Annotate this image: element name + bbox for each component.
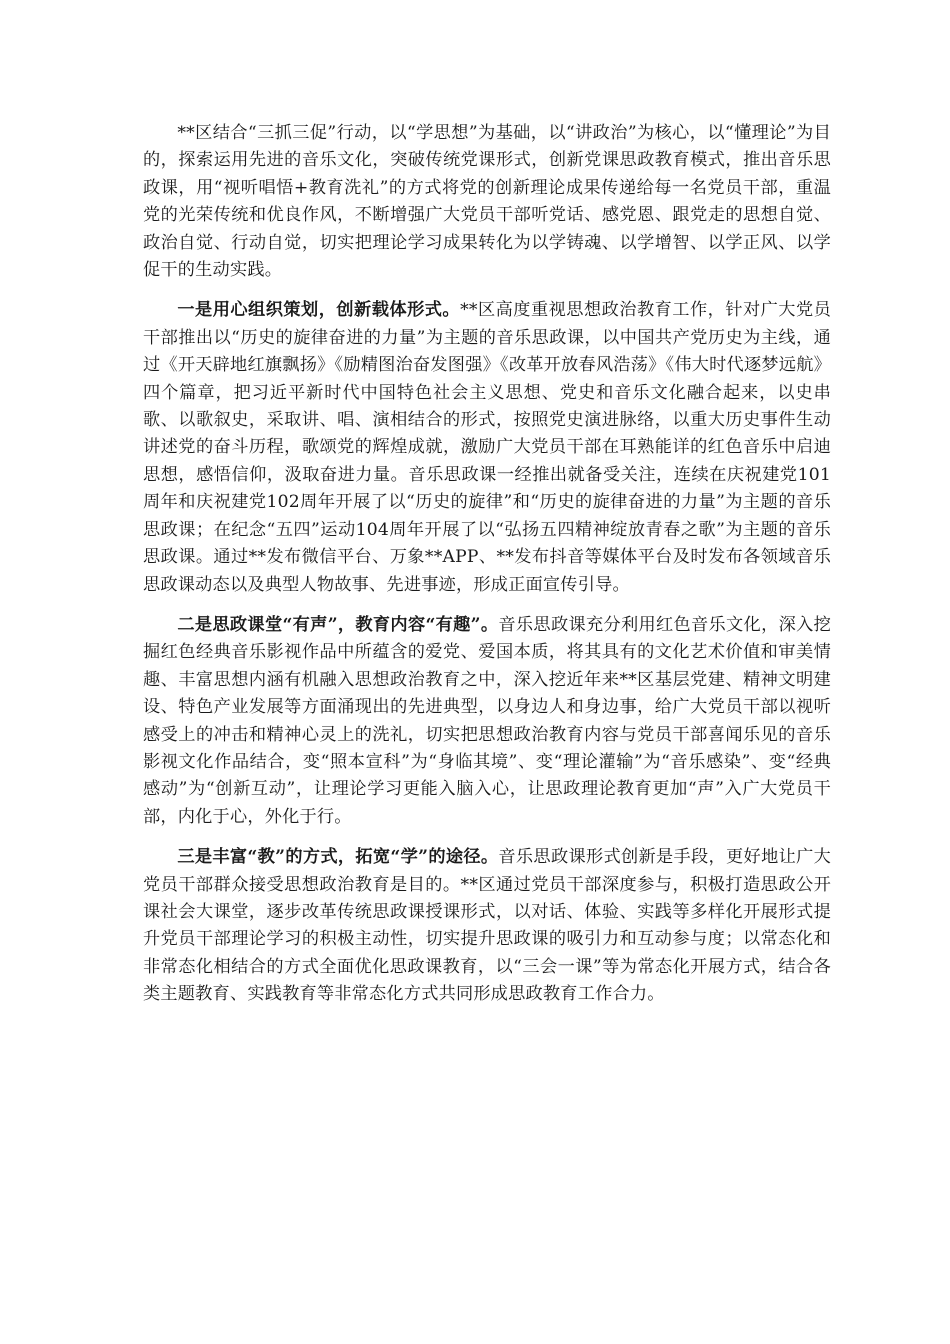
document-page [143,120,831,1022]
section-two-heading: 二是思政课堂“有声”，教育内容“有趣”。 [177,614,499,635]
section-three-text: 音乐思政课形式创新是手段，更好地让广大党员干部群众接受思想政治教育是目的。**区通过党员干部深度参与，积极打造思政公开课社会大课堂，逐步改革传统思政课授课形式，以对话、体验、实践等多样化开展形式提升党员干部理论学习的积极主动性，切实提升思政课的吸引力和互动参与度；以常态化和非常态化相结合的方式全面优化思政课教育，以“三会一课”等为常态化开展方式，结合各类主题教育、实践教育等非常态化方式共同形成思政教育工作合力。 [143,847,831,1005]
section-one-paragraph [143,297,831,598]
section-three-heading: 三是丰富“教”的方式，拓宽“学”的途径。 [177,847,499,868]
section-two-paragraph [143,612,831,831]
section-one-heading: 一是用心组织策划，创新载体形式。 [177,300,461,321]
section-two-text: 音乐思政课充分利用红色音乐文化，深入挖掘红色经典音乐影视作品中所蕴含的爱党、爱国本质，将其具有的文化艺术价值和审美情趣、丰富思想内涵有机融入思想政治教育之中，深入挖近年来**区基层党建、精神文明建设、特色产业发展等方面涌现出的先进典型，以身边人和身边事，给广大党员干部以视听感受上的冲击和精神心灵上的洗礼，切实把思想政治教育内容与党员干部喜闻乐见的音乐影视文化作品结合，变“照本宣科”为“身临其境”、变“理论灌输”为“音乐感染”、变“经典感动”为“创新互动”，让理论学习更能入脑入心，让思政理论教育更加“声”入广大党员干部，内化于心，外化于行。 [143,614,831,827]
section-one-text: **区高度重视思想政治教育工作，针对广大党员干部推出以“历史的旋律奋进的力量”为主题的音乐思政课，以中国共产党历史为主线，通过《开天辟地红旗飘扬》《励精图治奋发图强》《改革开放春风浩荡》《伟大时代逐梦远航》四个篇章，把习近平新时代中国特色社会主义思想、党史和音乐文化融合起来，以史串歌、以歌叙史，采取讲、唱、演相结合的形式，按照党史演进脉络，以重大历史事件生动讲述党的奋斗历程，歌颂党的辉煌成就，激励广大党员干部在耳熟能详的红色音乐中启迪思想，感悟信仰，汲取奋进力量。音乐思政课一经推出就备受关注，连续在庆祝建党101周年和庆祝建党102周年开展了以“历史的旋律”和“历史的旋律奋进的力量”为主题的音乐思政课；在纪念“五四”运动104周年开展了以“弘扬五四精神绽放青春之歌”为主题的音乐思政课。通过**发布微信平台、万象**APP、**发布抖音等媒体平台及时发布各领域音乐思政课动态以及典型人物故事、先进事迹，形成正面宣传引导。 [143,300,832,595]
section-three-paragraph [143,844,831,1008]
intro-paragraph [143,120,831,284]
paragraph-text: **区结合“三抓三促”行动，以“学思想”为基础，以“讲政治”为核心，以“懂理论”为目的，探索运用先进的音乐文化，突破传统党课形式，创新党课思政教育模式，推出音乐思政课，用“视听唱悟+教育洗礼”的方式将党的创新理论成果传递给每一名党员干部，重温党的光荣传统和优良作风，不断增强广大党员干部听党话、感党恩、跟党走的思想自觉、政治自觉、行动自觉，切实把理论学习成果转化为以学铸魂、以学增智、以学正风、以学促干的生动实践。 [143,123,831,281]
